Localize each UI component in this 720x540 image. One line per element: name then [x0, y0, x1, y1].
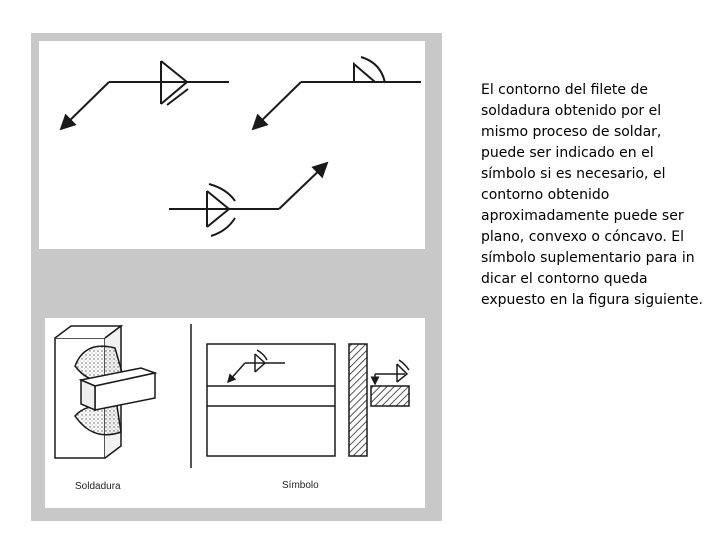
contour-symbols-diagram — [39, 41, 425, 249]
weld-example-diagram — [45, 318, 425, 508]
symbol-caption: Símbolo — [282, 480, 319, 491]
plate-symbol-view — [207, 344, 335, 456]
weld-caption: Soldadura — [75, 481, 121, 492]
arrow-line — [253, 82, 301, 129]
arrow-line — [61, 82, 109, 129]
concave-contour-mark — [209, 184, 235, 201]
arrow-line — [279, 163, 327, 209]
contour-symbols-panel — [39, 41, 425, 249]
weld-drawing — [55, 326, 155, 458]
convex-contour-symbol — [253, 57, 421, 129]
figure-frame — [31, 33, 442, 521]
section-fillet — [397, 364, 407, 382]
description-text — [481, 80, 703, 311]
flat-contour-symbol — [61, 61, 229, 129]
description-paragraph: El contorno del filete de soldadura obtenido por el mismo proceso de soldar, puede ser indicado en el símbolo si es necesario, el contorno obtenido aproximadamente puede ser plano, convexo o cóncavo. El símbolo suplementario para in dicar el contorno queda expuesto en la figura siguiente. — [481, 82, 703, 308]
horizontal-plate-end — [81, 380, 95, 410]
section-view — [349, 344, 409, 456]
weld-example-panel — [45, 318, 425, 508]
concave-contour-symbol — [169, 163, 327, 236]
plate-outline — [207, 344, 335, 456]
horizontal-member-section — [371, 386, 409, 406]
vertical-member-section — [349, 344, 367, 456]
fillet-symbol — [354, 64, 375, 82]
